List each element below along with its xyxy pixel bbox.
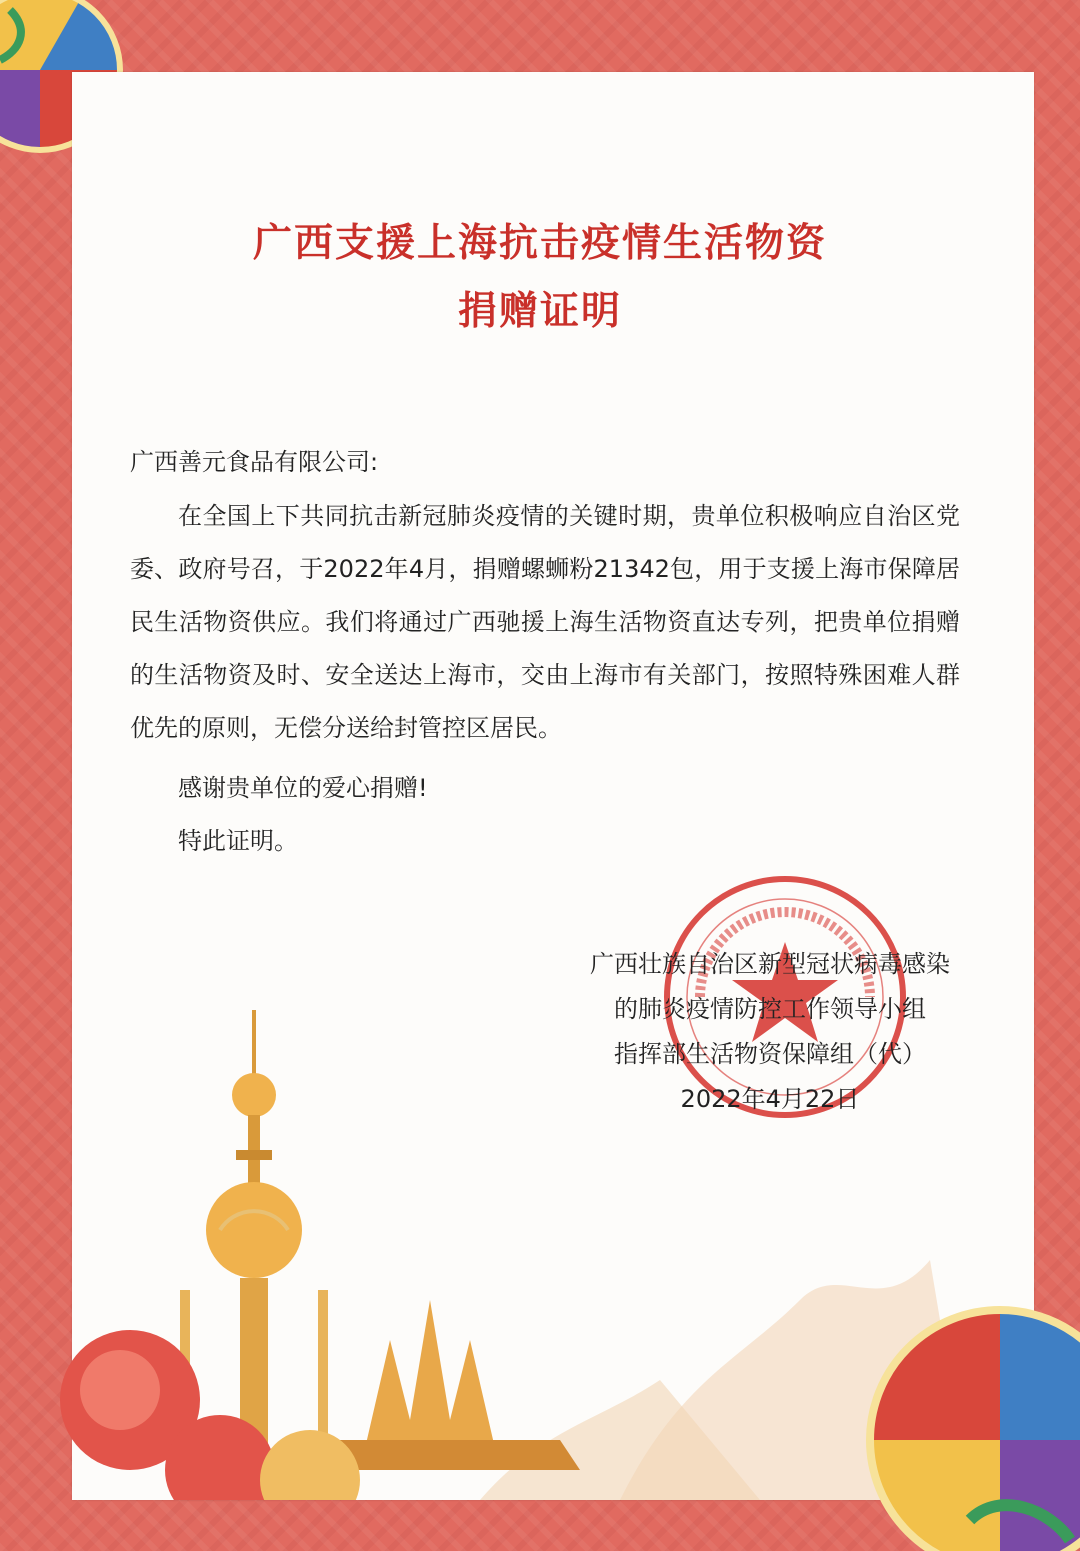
salutation: 广西善元食品有限公司:: [130, 448, 379, 476]
certify-line: 特此证明。: [178, 827, 298, 855]
thanks-line: 感谢贵单位的爱心捐赠!: [178, 774, 428, 802]
body-paragraph: 在全国上下共同抗击新冠肺炎疫情的关键时期，贵单位积极响应自治区党委、政府号召，于2022年4月，捐赠螺蛳粉21342包，用于支援上海市保障居民生活物资供应。我们将通过广西驰援上海生活物资直达专列，把贵单位捐赠的生活物资及时、安全送达上海市，交由上海市有关部门，按照特殊困难人群优先的原则，无偿分送给封管控区居民。: [130, 502, 960, 742]
signature-date: 2022年4月22日: [680, 1085, 860, 1113]
signature-line3: 指挥部生活物资保障组（代）: [614, 1040, 926, 1068]
certificate-title-line2: 捐赠证明: [457, 289, 622, 334]
signature-line2: 的肺炎疫情防控工作领导小组: [614, 995, 926, 1023]
embroidered-ball-bottom-right: [850, 1290, 1080, 1551]
signature-line1: 广西壮族自治区新型冠状病毒感染: [590, 950, 950, 978]
city-illustration: [60, 1000, 970, 1500]
certificate-title-line1: 广西支援上海抗击疫情生活物资: [252, 221, 827, 266]
